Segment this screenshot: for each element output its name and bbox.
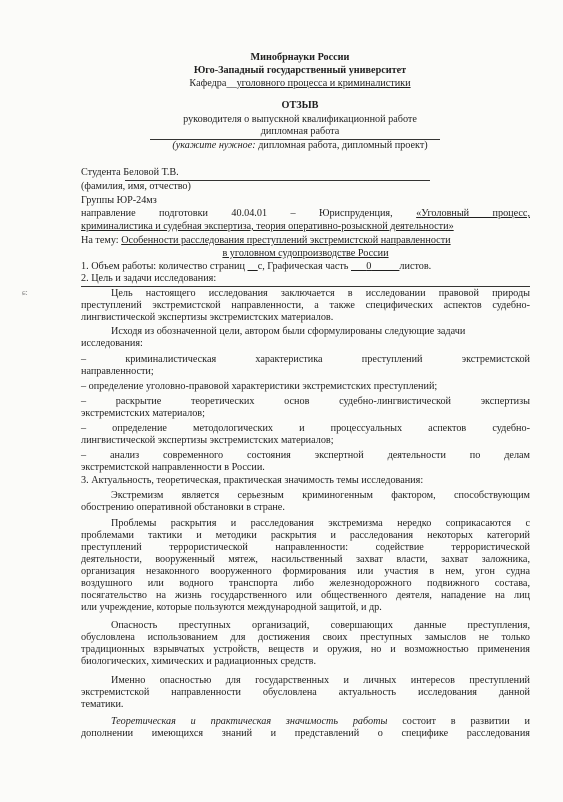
- volume-label: 1. Объем работы: количество страниц: [81, 261, 245, 272]
- group-line: Группы ЮР-24мз: [81, 195, 157, 206]
- work-type: дипломная работа: [260, 126, 340, 137]
- p7-line-1: [81, 716, 530, 728]
- student-line: [81, 167, 530, 179]
- department-name: уголовного процесса и криминалистики: [236, 78, 411, 89]
- goal-line-2: преступлений экстремистской направленности, а также специфических аспектов судебно-: [81, 300, 530, 311]
- graphics-label: с, Графическая часть: [257, 261, 349, 272]
- task-5-line-1: – анализ современного состояния экспертной деятельности по делам: [81, 450, 530, 461]
- section-1-volume: [81, 261, 530, 273]
- p4-line-8: или учреждение, которые пользуются международной защитой, и др.: [81, 602, 382, 613]
- margin-mark: ɕ:: [22, 288, 28, 297]
- sheets-label: листов.: [399, 261, 432, 272]
- p4-line-3: преступлений террористической направленности: содействие террористической: [81, 542, 530, 553]
- p6-line-1: Именно опасностью для государственных и личных интересов преступлений: [111, 675, 530, 686]
- tasks-intro-1: Исходя из обозначенной цели, автором были сформулированы следующие задачи: [111, 326, 466, 337]
- section-3-heading: 3. Актуальность, теоретическая, практическая значимость темы исследования:: [81, 475, 424, 486]
- p4-line-4: деятельности, вооруженный мятеж, насильственный захват власти, захват заложника,: [81, 554, 530, 565]
- graphics-value: 0: [366, 261, 372, 272]
- p4-line-7: посягательство на жизнь государственного или общественного деятеля, нападение на лиц: [81, 590, 530, 601]
- tasks-intro-2: исследования:: [81, 338, 143, 349]
- student-name-caption: (фамилия, имя, отчество): [81, 181, 191, 192]
- goal-line-3: лингвистической экспертизы экстремистских материалов.: [81, 312, 334, 323]
- task-5-line-2: экстремистской направленности в России.: [81, 462, 265, 473]
- goal-line-1: Цель настоящего исследования заключается в исследовании правовой природы: [111, 288, 530, 299]
- direction-prefix: направление подготовки 40.04.01 – Юриспруденция,: [81, 208, 393, 219]
- hint-italic: (укажите нужное:: [172, 140, 256, 151]
- department-line: Кафедра__уголовного процесса и криминалистики: [189, 78, 411, 89]
- section-2-heading: 2. Цель и задачи исследования:: [81, 273, 217, 284]
- topic-title: Особенности расследования преступлений экстремистской направленности: [121, 235, 451, 246]
- direction-program-cont: [81, 221, 530, 233]
- document-subtitle: руководителя о выпускной квалификационной работе: [183, 114, 417, 125]
- p4-line-6: воздушного или водного транспорта либо железнодорожного подвижного состава,: [81, 578, 530, 589]
- student-label: Студента: [81, 167, 121, 178]
- task-3-line-2: экстремистских материалов;: [81, 408, 205, 419]
- p5-line-3: традиционных взрывчатых устройств, веществ и оружия, но и возможностью применения: [81, 644, 530, 655]
- task-4-line-1: – определение методологических и процессуальных аспектов судебно-: [81, 423, 530, 434]
- significance-italic: Теоретическая и практическая значимость работы: [111, 716, 388, 727]
- p5-line-2: обусловлена использованием для достижения своих преступных замыслов не только: [81, 632, 530, 643]
- direction-program: «Уголовный процесс,: [416, 208, 530, 219]
- topic-title-cont: в уголовном судопроизводстве России: [222, 248, 389, 259]
- work-type-hint: [60, 140, 540, 152]
- p6-line-2: экстремистской направленности обусловлена актуальность исследования данной: [81, 687, 530, 698]
- p4-line-5: организация незаконного вооруженного формирования или участия в нем, угон судна: [81, 566, 530, 577]
- student-name: Беловой Т.В.: [123, 167, 179, 178]
- task-2: – определение уголовно-правовой характеристики экстремистских преступлений;: [81, 381, 438, 392]
- task-1-line-1: – криминалистическая характеристика преступлений экстремистской: [81, 354, 530, 365]
- p3-line-2: обострению оперативной обстановки в стране.: [81, 502, 285, 513]
- topic-line: [81, 235, 530, 247]
- hint-rest: дипломная работа, дипломный проект): [255, 140, 428, 151]
- significance-rest: состоит в развитии и: [387, 716, 530, 727]
- task-1-line-2: направленности;: [81, 366, 154, 377]
- task-4-line-2: лингвистической экспертизы экстремистских материалов;: [81, 435, 334, 446]
- p5-line-1: Опасность преступных организаций, совершающих данные преступления,: [111, 620, 530, 631]
- p5-line-4: биологических, химических и радиационных средств.: [81, 656, 316, 667]
- p6-line-3: тематики.: [81, 699, 124, 710]
- topic-line-2: [81, 248, 530, 260]
- p4-line-1: Проблемы раскрытия и расследования экстремизма нередко соприкасаются с: [111, 518, 530, 529]
- p4-line-2: проблемами тактики и методики раскрытия и расследования некоторых категорий: [81, 530, 530, 541]
- direction-line: [81, 208, 530, 220]
- direction-program-b: криминалистика и судебная экспертиза, теория оперативно-розыскной деятельности»: [81, 221, 454, 232]
- task-3-line-1: – раскрытие теоретических основ судебно-лингвистической экспертизы: [81, 396, 530, 407]
- section-2-rule: [81, 286, 530, 287]
- department-label: Кафедра: [189, 78, 227, 89]
- p7-line-2: дополнении имеющихся знаний и представлений о специфике расследования: [81, 728, 530, 739]
- university-heading: Юго-Западный государственный университет: [193, 65, 407, 76]
- ministry-heading: Минобрнауки России: [250, 52, 350, 63]
- document-title: ОТЗЫВ: [281, 100, 319, 111]
- p3-line-1: Экстремизм является серьезным криминогенным фактором, способствующим: [111, 490, 530, 501]
- topic-label: На тему:: [81, 235, 119, 246]
